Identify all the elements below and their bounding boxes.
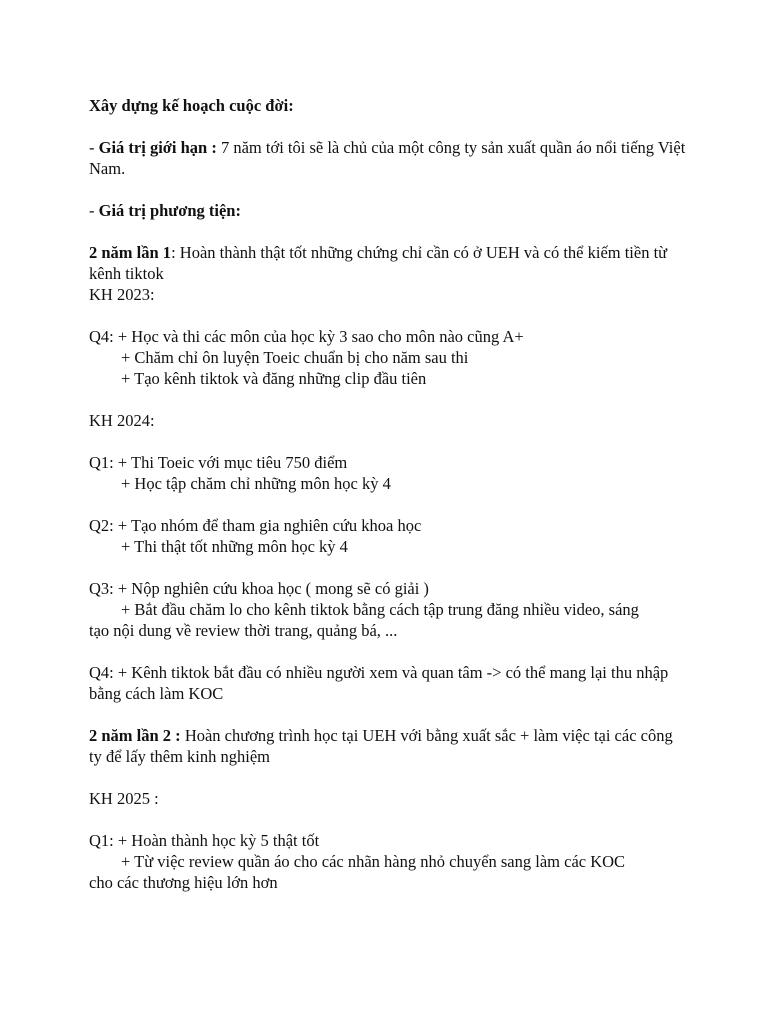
- kh2023-q4-line3: + Tạo kênh tiktok và đăng những clip đầu tiên: [121, 369, 427, 388]
- bullet-dash: -: [89, 138, 99, 157]
- spacer: [89, 809, 689, 830]
- phase1-label: 2 năm lần 1: [89, 243, 172, 262]
- document-title: Xây dựng kế hoạch cuộc đời:: [89, 96, 294, 115]
- kh2023-heading: KH 2023:: [89, 285, 155, 304]
- limit-value-label: Giá trị giới hạn :: [98, 138, 217, 157]
- phase2-label: 2 năm lần 2 :: [89, 726, 181, 745]
- limit-value-paragraph: [89, 137, 689, 179]
- means-value-label: Giá trị phương tiện:: [98, 201, 241, 220]
- kh2023-q4-line1: Q4: + Học và thi các môn của học kỳ 3 sao cho môn nào cũng A+: [89, 327, 524, 346]
- kh2025-heading: KH 2025 :: [89, 789, 159, 808]
- kh2024-q2-line1: Q2: + Tạo nhóm để tham gia nghiên cứu khoa học: [89, 516, 422, 535]
- kh2025-q1-line3: cho các thương hiệu lớn hơn: [89, 873, 278, 892]
- phase2-text: Hoàn chương trình học tại UEH với bằng xuất sắc + làm việc tại các công ty để lấy thêm kinh nghiệm: [89, 726, 673, 766]
- kh2024-q1-line2: + Học tập chăm chỉ những môn học kỳ 4: [121, 474, 391, 493]
- phase2-paragraph: [89, 725, 689, 767]
- spacer: [89, 305, 689, 326]
- spacer: [89, 557, 689, 578]
- phase1-text: : Hoàn thành thật tốt những chứng chỉ cần có ở UEH và có thể kiếm tiền từ kênh tiktok: [89, 243, 668, 283]
- means-value-paragraph: [89, 200, 689, 221]
- kh2024-q3-line2: + Bắt đầu chăm lo cho kênh tiktok bằng cách tập trung đăng nhiều video, sáng: [121, 600, 639, 619]
- spacer: [89, 641, 689, 662]
- spacer: [89, 179, 689, 200]
- kh2024-q4-paragraph: Q4: + Kênh tiktok bắt đầu có nhiều người xem và quan tâm -> có thể mang lại thu nhập bằng cách làm KOC: [89, 663, 669, 703]
- kh2024-q3-line3: tạo nội dung về review thời trang, quảng bá, ...: [89, 621, 398, 640]
- kh2025-q1-line1: Q1: + Hoàn thành học kỳ 5 thật tốt: [89, 831, 320, 850]
- bullet-dash: -: [89, 201, 99, 220]
- spacer: [89, 494, 689, 515]
- spacer: [89, 389, 689, 410]
- kh2024-heading: KH 2024:: [89, 411, 155, 430]
- kh2024-q2-line2: + Thi thật tốt những môn học kỳ 4: [121, 537, 348, 556]
- document-body: [89, 95, 689, 893]
- kh2024-q3-line1: Q3: + Nộp nghiên cứu khoa học ( mong sẽ có giải ): [89, 579, 429, 598]
- kh2023-q4-line2: + Chăm chỉ ôn luyện Toeic chuẩn bị cho năm sau thi: [121, 348, 469, 367]
- spacer: [89, 704, 689, 725]
- spacer: [89, 767, 689, 788]
- spacer: [89, 431, 689, 452]
- kh2025-q1-line2: + Từ việc review quần áo cho các nhãn hàng nhỏ chuyển sang làm các KOC: [121, 852, 626, 871]
- spacer: [89, 221, 689, 242]
- kh2024-q1-line1: Q1: + Thi Toeic với mục tiêu 750 điểm: [89, 453, 348, 472]
- limit-value-text: 7 năm tới tôi sẽ là chủ của một công ty sản xuất quần áo nổi tiếng Việt Nam.: [89, 138, 686, 178]
- spacer: [89, 116, 689, 137]
- phase1-paragraph: [89, 242, 689, 284]
